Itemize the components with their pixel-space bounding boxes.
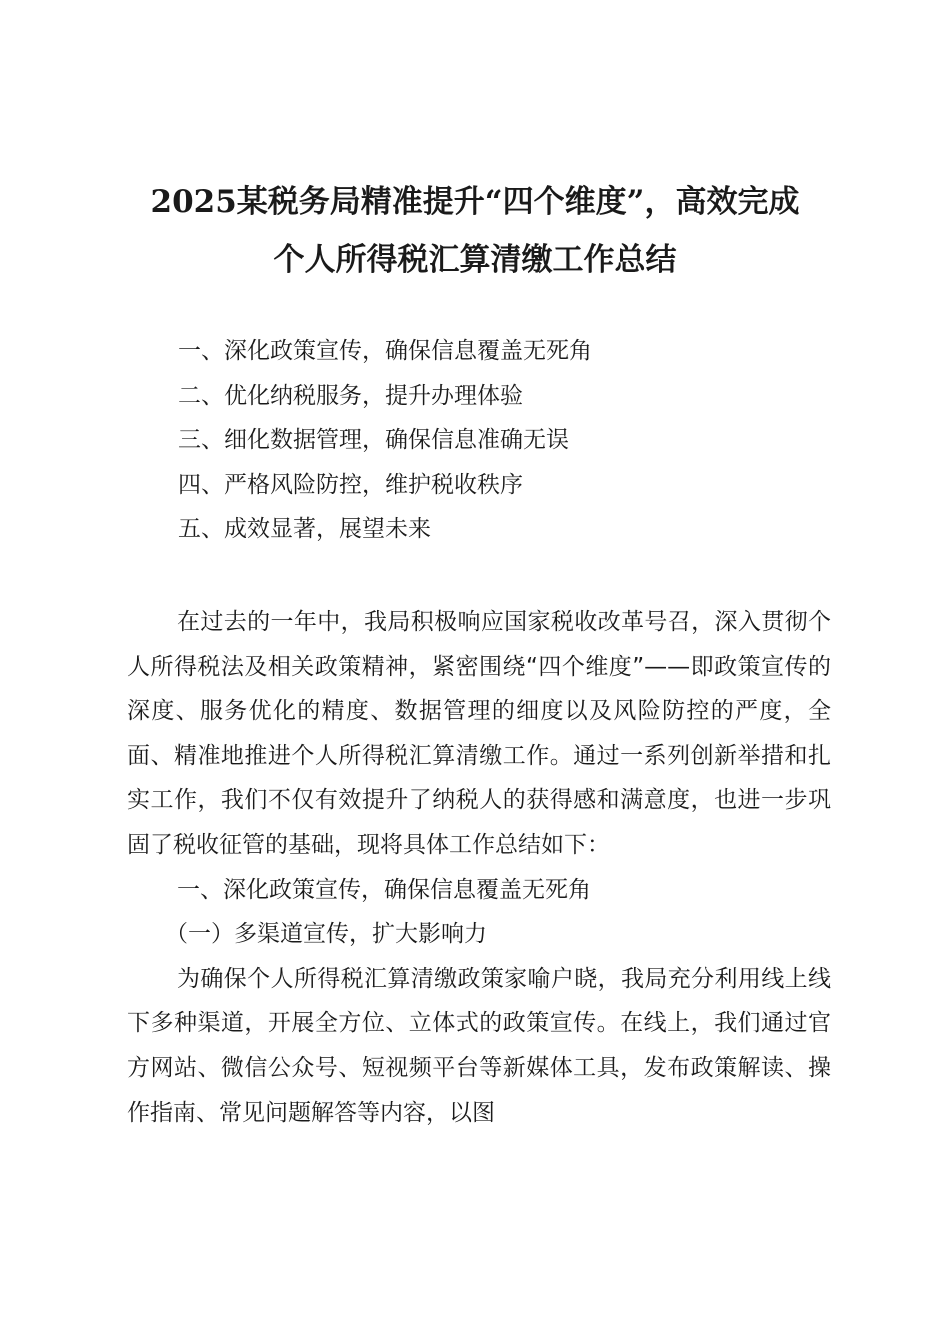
- toc-item: 一、深化政策宣传，确保信息覆盖无死角: [178, 338, 592, 364]
- document-title-line-2: 个人所得税汇算清缴工作总结: [273, 242, 677, 278]
- toc-item: 四、严格风险防控，维护税收秩序: [178, 471, 523, 498]
- body-paragraph: 为确保个人所得税汇算清缴政策家喻户晓，我局充分利用线上线下多种渠道，开展全方位、立体式的政策宣传。在线上，我们通过官方网站、微信公众号、短视频平台等新媒体工具，发布政策解读、操作指南、常见问题解答等内容，以图: [127, 965, 831, 1126]
- toc-item: 二、优化纳税服务，提升办理体验: [178, 382, 523, 409]
- document-title-line-1: 2025某税务局精准提升“四个维度”，高效完成: [150, 184, 800, 220]
- intro-paragraph: 在过去的一年中，我局积极响应国家税收改革号召，深入贯彻个人所得税法及相关政策精神，紧密围绕“四个维度”——即政策宣传的深度、服务优化的精度、数据管理的细度以及风险防控的严度，全面、精准地推进个人所得税汇算清缴工作。通过一系列创新举措和扎实工作，我们不仅有效提升了纳税人的获得感和满意度，也进一步巩固了税收征管的基础，现将具体工作总结如下：: [127, 609, 831, 858]
- document-body: [127, 600, 831, 1135]
- subsection-heading: （一）多渠道宣传，扩大影响力: [165, 921, 487, 948]
- toc-item: 三、细化数据管理，确保信息准确无误: [178, 427, 569, 454]
- section-heading: 一、深化政策宣传，确保信息覆盖无死角: [177, 876, 591, 903]
- toc-item: 五、成效显著，展望未来: [178, 516, 431, 543]
- table-of-contents: [178, 334, 592, 557]
